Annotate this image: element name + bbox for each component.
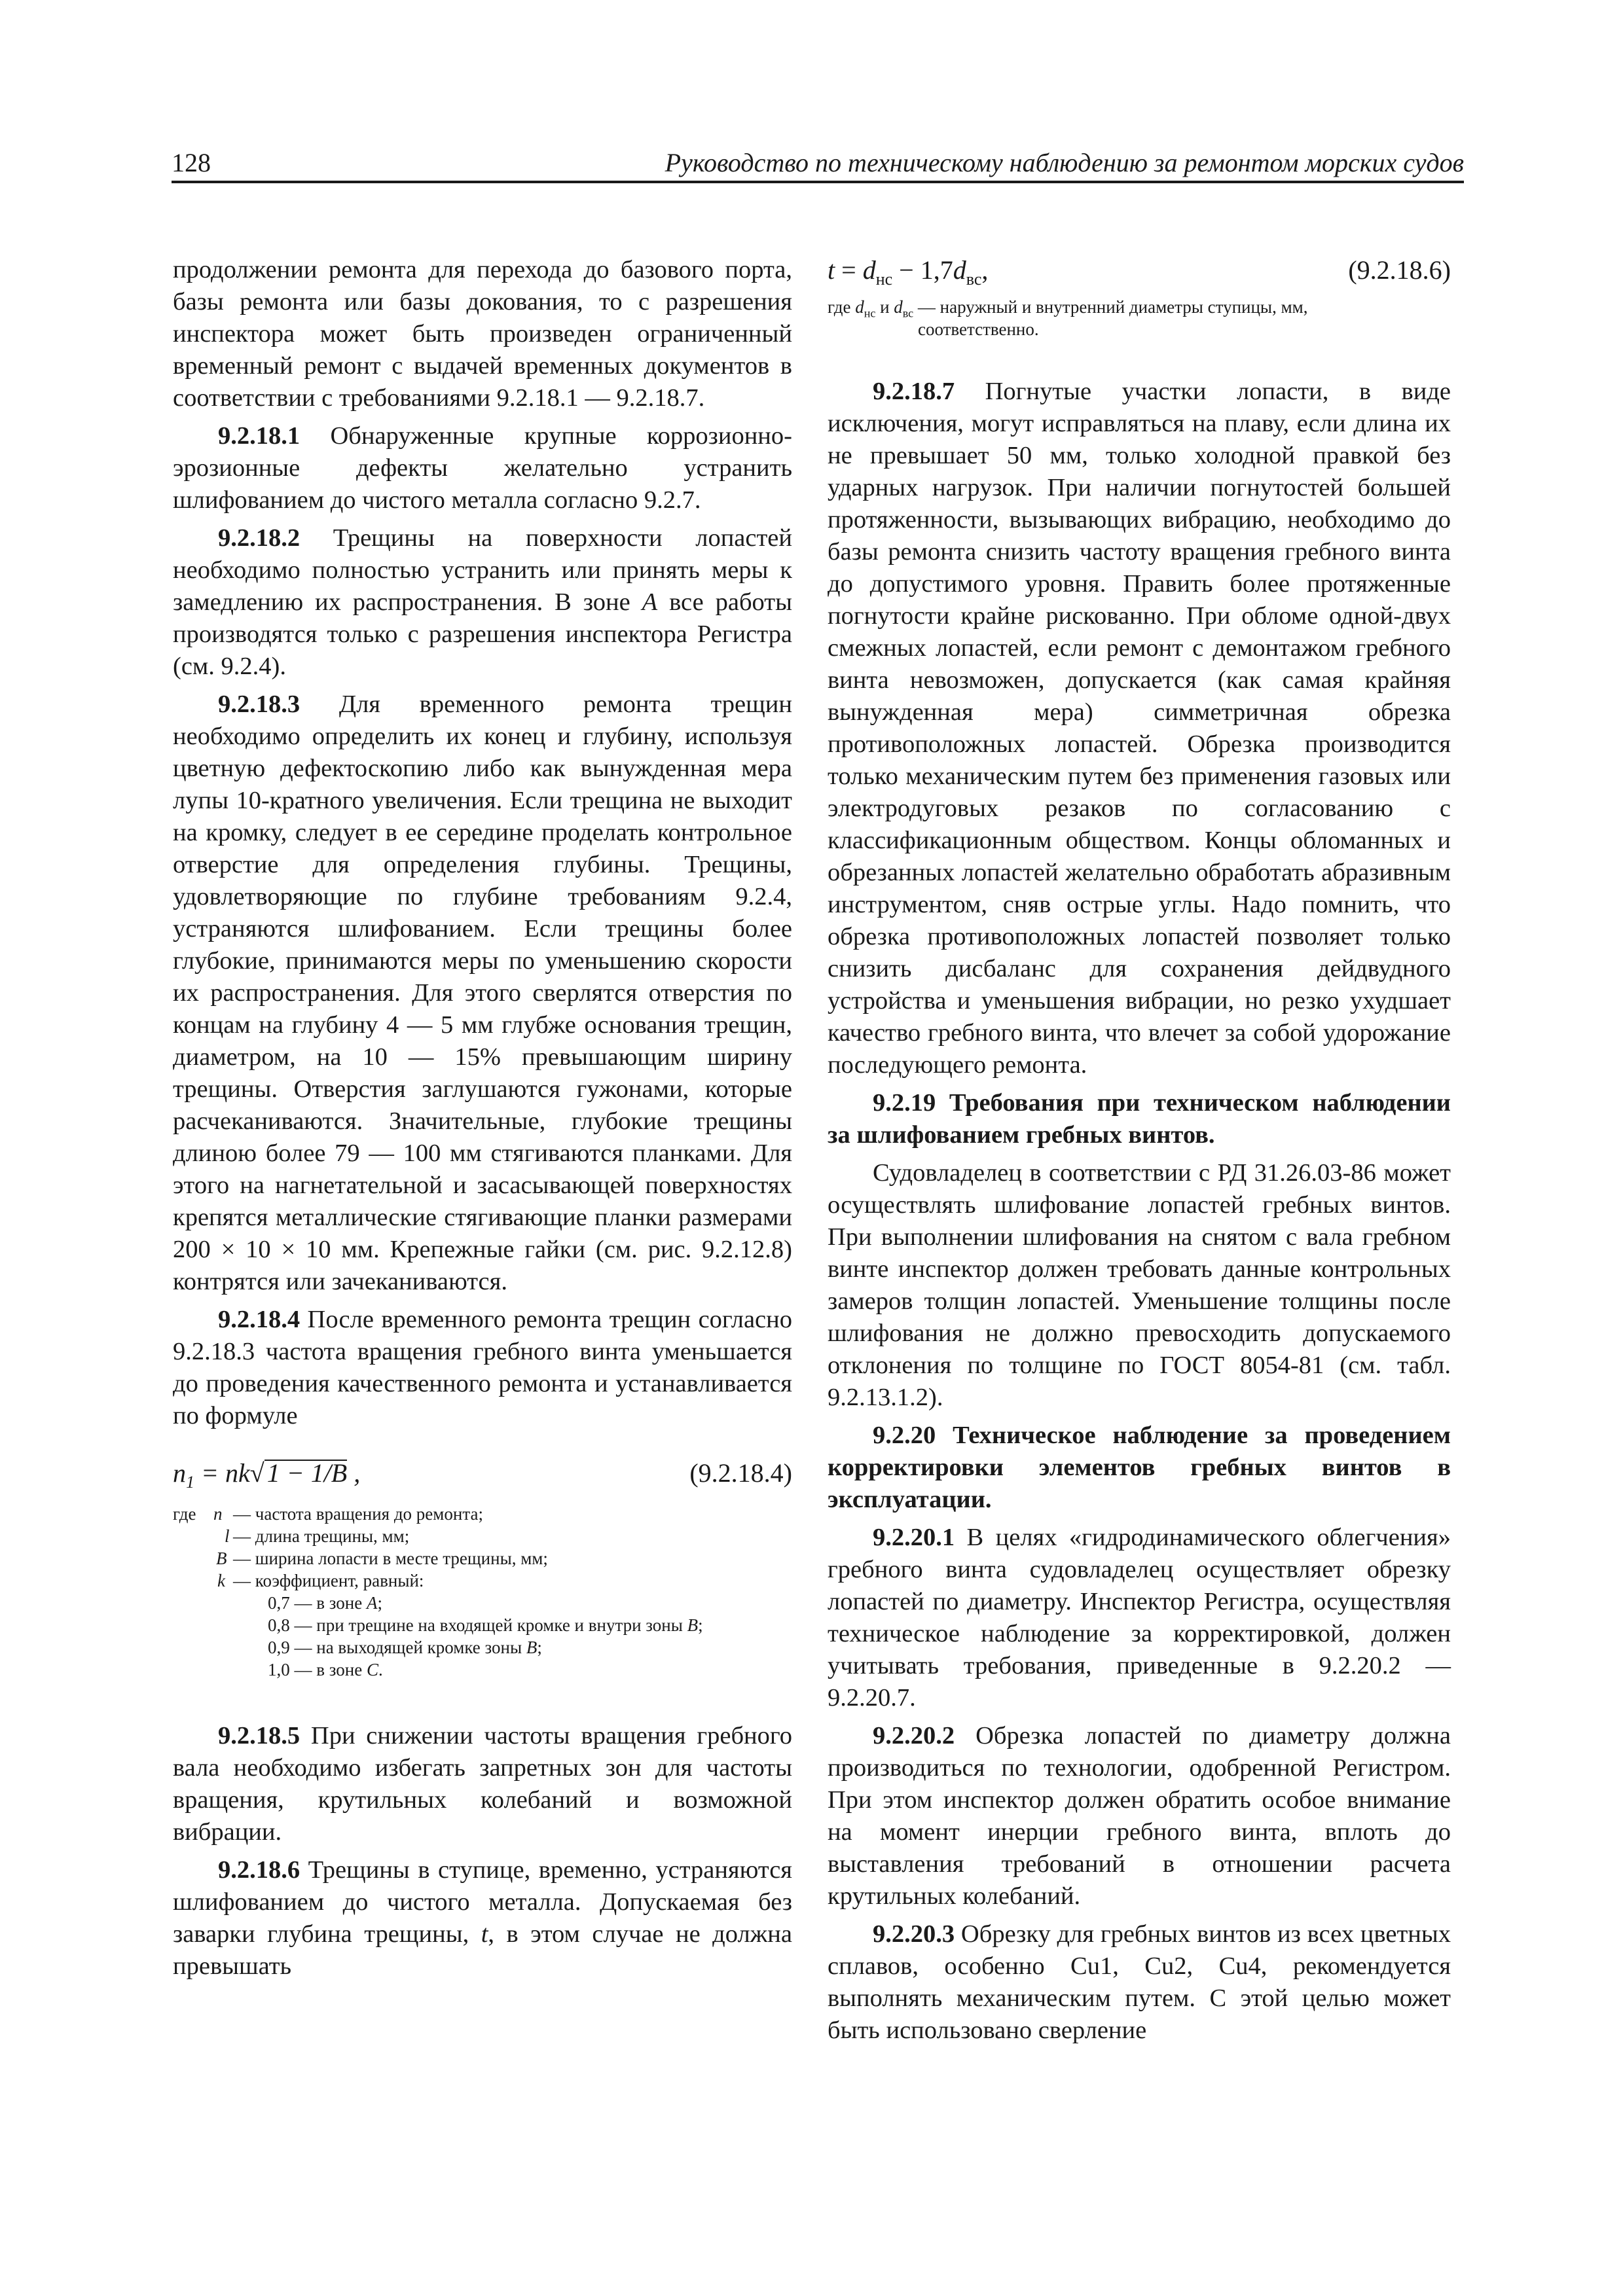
clause-9-2-18-1: 9.2.18.1 Обнаруженные крупные коррозионно-эрозионные дефекты желательно устранить шлифованием до чистого металла согласно 9.2.7.: [173, 422, 792, 514]
running-title: Руководство по техническому наблюдению за ремонтом морских судов: [665, 148, 1464, 177]
clause-9-2-18-3: 9.2.18.3 Для временного ремонта трещин необходимо определить их конец и глубину, используя цветную дефектоскопию либо как вынужденная мера лупы 10-кратного увеличения. Если трещина не выходит на кромку, следует в ее середине проделать контрольное отверстие для определения глубины. Трещины, удовлетворяющие по глубине требованиям 9.2.4, устраняются шлифованием. Если трещины более глубокие, принимаются меры по уменьшению скорости их распространения. Для этого сверлятся отверстия по концам на глубину 4 — 5 мм глубже основания трещин, диаметром, на 10 — 15% превышающим ширину трещины. Отверстия заглушаются гужонами, которые расчеканиваются. Значительные, глубокие трещины длиною более 79 — 100 мм стягиваются планками. Для этого на нагнетательной и засасывающей поверхностях крепятся металлические стягивающие планки размерами 200 × 10 × 10 мм. Крепежные гайки (см. рис. 9.2.12.8) контрятся или зачеканиваются.: [173, 691, 792, 1295]
formula-9-2-18-6: $t = d_{нс} - 1,7d_{вс}$, (9.2.18.6): [828, 255, 1451, 289]
clause-9-2-19-body: Судовладелец в соответствии с РД 31.26.03-86 может осуществлять шлифование лопастей гребных винтов. При выполнении шлифования на снятом с вала гребном винте инспектор должен требовать данные контрольных замеров толщин лопастей. Уменьшение толщины после шлифования не должно превосходить допускаемого отклонения по толщине по ГОСТ 8054-81 (см. табл. 9.2.13.1.2).: [828, 1159, 1451, 1411]
right-column: [828, 254, 1451, 2053]
clause-9-2-18-4: 9.2.18.4 После временного ремонта трещин согласно 9.2.18.3 частота вращения гребного винта уменьшается до проведения качественного ремонта и устанавливается по формуле: [173, 1306, 792, 1429]
paragraph-continuation: продолжении ремонта для перехода до базового порта, базы ремонта или базы докования, то с разрешения инспектора может быть произведен ограниченный временный ремонт с выдачей временных документов в соответствии с требованиями 9.2.18.1 — 9.2.18.7.: [173, 256, 792, 412]
clause-9-2-18-7: 9.2.18.7 Погнутые участки лопасти, в виде исключения, могут исправляться на плаву, если длина их не превышает 50 мм, только холодной правкой без ударных нагрузок. При наличии погнутостей большей протяженности, вызывающих вибрацию, необходимо до базы ремонта снизить частоту вращения гребного винта до допустимого уровня. Править более протяженные погнутости крайне рискованно. При обломе одной-двух смежных лопастей, если ремонт с демонтажом гребного винта невозможен, допускается (как самая крайняя вынужденная мера) симметричная обрезка противоположных лопастей. Обрезка производится только механическим путем без применения газовых или электродуговых резаков по согласованию с классификационным обществом. Концы обломанных и обрезанных лопастей желательно обработать абразивным инструментом, сняв острые углы. Надо помнить, что обрезка противоположных лопастей позволяет только снизить дисбаланс для сохранения дейдвудного устройства и уменьшения вибрации, но резко ухудшает качество гребного винта, что влечет за собой удорожание последующего ремонта.: [828, 378, 1451, 1079]
formula-9-2-18-4: $n_1 = nk√$ 1 − 1/B , (9.2.18.4): [173, 1458, 792, 1492]
clause-9-2-20-3: 9.2.20.3 Обрезку для гребных винтов из всех цветных сплавов, особенно Cu1, Cu2, Cu4, рекомендуется выполнять механическим путем. С этой целью может быть использовано сверление: [828, 1920, 1451, 2044]
clause-9-2-20-2: 9.2.20.2 Обрезка лопастей по диаметру должна производиться по технологии, одобренной Регистром. При этом инспектор должен обратить особое внимание на момент инерции гребного винта, вплоть до выставления требований в отношении расчета крутильных колебаний.: [828, 1722, 1451, 1910]
formula-legend: где n — частота вращения до ремонта; l — длина трещины, мм; B — ширина лопасти в месте трещины, мм; k — коэффициент, равный: 0,7 — в зоне A; 0,8 — при трещине на входящей кромке и внутри зоны B; 0,9 — на выходящей кромке зоны B; 1,0 — в зоне C.: [173, 1504, 703, 1679]
clause-9-2-18-5: 9.2.18.5 При снижении частоты вращения гребного вала необходимо избегать запретных зон для частоты вращения, крутильных колебаний и возможной вибрации.: [173, 1722, 792, 1846]
page-header: [172, 143, 1464, 183]
clause-9-2-18-6: 9.2.18.6 Трещины в ступице, временно, устраняются шлифованием до чистого металла. Допускаемая без заварки глубина трещины, t, в этом случае не должна превышать: [173, 1856, 792, 1980]
clause-9-2-20-1: 9.2.20.1 В целях «гидродинамического облегчения» гребного винта судовладелец осуществляет обрезку лопастей по диаметру. Инспектор Регистра, осуществляя техническое наблюдение за корректировкой, должен учитывать требования, приведенные в 9.2.20.2 — 9.2.20.7.: [828, 1524, 1451, 1712]
section-heading-9-2-20: 9.2.20 Техническое наблюдение за проведением корректировки элементов гребных винтов в эксплуатации.: [828, 1422, 1451, 1513]
formula-legend-2: где $d_{нс}$ и $d_{вс}$ — наружный и внутренний диаметры ступицы, мм, соответственно.: [828, 297, 1308, 339]
section-heading-9-2-19: 9.2.19 Требования при техническом наблюдении за шлифованием гребных винтов.: [828, 1089, 1451, 1149]
left-column: [173, 254, 792, 1988]
page-number: 128: [172, 148, 211, 177]
clause-9-2-18-2: 9.2.18.2 Трещины на поверхности лопастей необходимо полностью устранить или принять меры к замедлению их распространения. В зоне A все работы производятся только с разрешения инспектора Регистра (см. 9.2.4).: [173, 524, 792, 680]
formula-number: (9.2.18.4): [689, 1458, 792, 1488]
formula-number: (9.2.18.6): [1348, 255, 1451, 285]
